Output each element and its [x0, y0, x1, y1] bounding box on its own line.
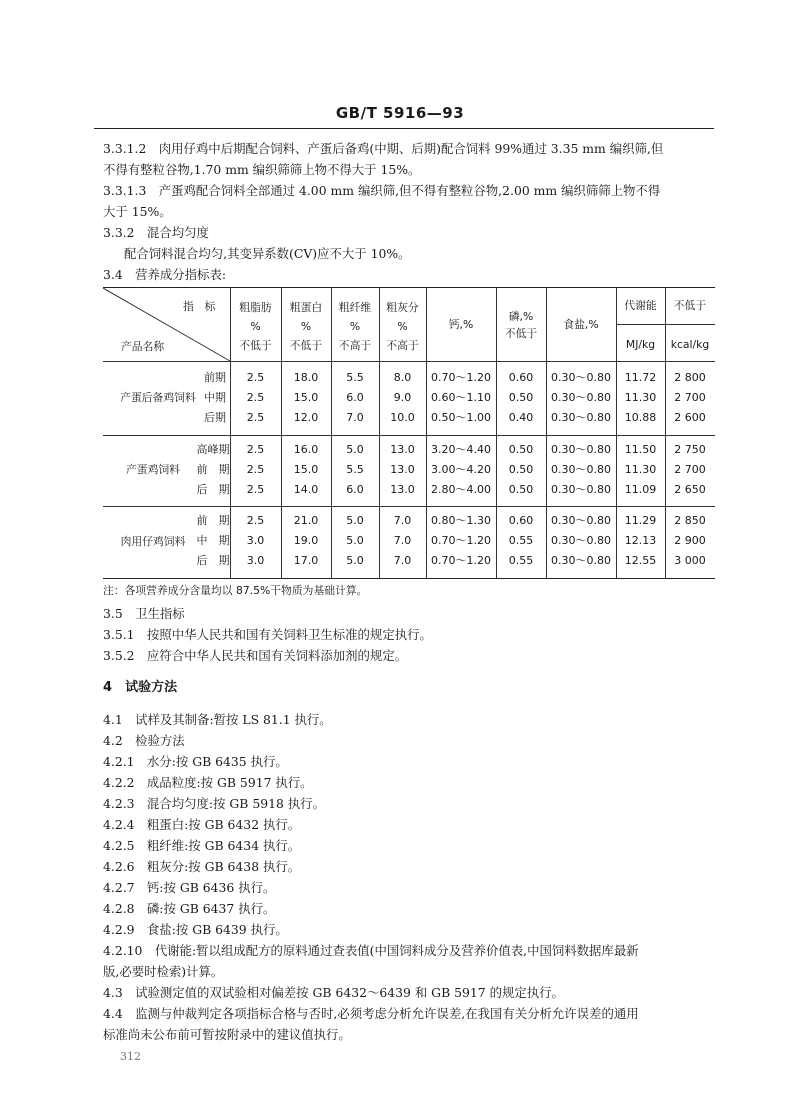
clause-text: 配合饲料混合均匀,其变异系数(CV)应不大于 10%。 — [124, 246, 411, 261]
col-header-kcal: kcal/kg — [670, 338, 710, 351]
para-3-3-1-3 — [103, 180, 715, 222]
para-3-4 — [103, 264, 715, 285]
list-item: 4.2.1 水分:按 GB 6435 执行。 — [103, 754, 288, 769]
para-3-3-1-2 — [103, 138, 715, 180]
list-item: 4.2.5 粗纤维:按 GB 6434 执行。 — [103, 838, 301, 853]
product-name-layer: 产蛋鸡饲料 — [126, 463, 180, 476]
page-number: 312 — [120, 1050, 141, 1063]
clause-text: 产蛋鸡配合饲料全部通过 4.00 mm 编织筛,但不得有整粒谷物,2.00 mm 编织筛筛上物不得 — [158, 183, 661, 198]
section-4-heading: 4 试验方法 — [103, 680, 178, 695]
list-item: 4.2.2 成品粒度:按 GB 5917 执行。 — [103, 775, 313, 790]
clause-number: 3.3.2 — [103, 225, 135, 240]
corner-top-label: 指 标 — [183, 300, 216, 313]
list-item: 4.2.3 混合均匀度:按 GB 5918 执行。 — [103, 796, 325, 811]
col-header-mj: MJ/kg — [625, 338, 656, 351]
para-cv-text — [124, 243, 736, 264]
list-item: 4.2 检验方法 — [103, 733, 185, 748]
list-item: 4.2.7 钙:按 GB 6436 执行。 — [103, 880, 276, 895]
clause-number: 3.3.1.3 — [103, 183, 147, 198]
product-name-pullet: 产蛋后备鸡饲料 — [120, 391, 196, 404]
list-item: 4.2.8 磷:按 GB 6437 执行。 — [103, 901, 276, 916]
list-item: 4.2.9 食盐:按 GB 6439 执行。 — [103, 922, 288, 937]
clause-text: 肉用仔鸡中后期配合饲料、产蛋后备鸡(中期、后期)配合饲料 99%通过 3.35 mm 编织筛,但 — [158, 141, 664, 156]
clause-text: 营养成分指标表: — [135, 267, 227, 282]
table-note: 注：各项营养成分含量均以 87.5%干物质为基础计算。 — [103, 584, 368, 597]
col-header-fiber: 粗纤维 % 不高于 — [338, 301, 372, 352]
list-item: 4.1 试样及其制备:暂按 LS 81.1 执行。 — [103, 712, 332, 727]
nutrition-table: 指 标 产品名称 粗脂肪 % 不低于 粗蛋白 % 不低于 粗纤维 % 不高于 粗灰分 % 不高于 钙,% 磷,% 不低于 食盐,% 代谢能 不低于 MJ/kg kcal/kg 产蛋后备鸡饲料 前期 2.5 18.0 5.5 8.0 0.70～1.20 0.60 0.30～0.80 11.72 2 800 中期 2.5 15.0 6.0 9.0 0.60～1.10 0.50 0.30～0.80 11.30 2 700 后期 2.5 12.0 7.0 10.0 0.50～1.00 0.40 0.30～0.80 10.88 2 600 产蛋鸡饲料 高峰期 2.5 16.0 5.0 13.0 3.20～4.40 0.50 0.30～0.80 11.50 2 750 前 期 2.5 15.0 5.5 13.0 3.00～4.20 0.50 0.30～0.80 11.30 2 700 后 期 2.5 14.0 6.0 13.0 2.80～4.00 0.50 0.30～0.80 11.09 2 650 肉用仔鸡饲料 前 期 2.5 21.0 5.0 7.0 0.80～1.30 0.60 0.30～0.80 11.29 2 850 中 期 3.0 19.0 5.0 7.0 0.70～1.20 0.55 0.30～0.80 12.13 2 900 后 期 3.0 17.0 5.0 7.0 0.70～1.20 0.55 0.30～0.80 12.55 3 000 — [103, 287, 715, 579]
corner-bottom-label: 产品名称 — [121, 340, 165, 353]
clause-text-cont: 大于 15%。 — [103, 204, 172, 219]
clause-text-cont: 不得有整粒谷物,1.70 mm 编织筛筛上物不得大于 15%。 — [103, 162, 421, 177]
col-header-ash: 粗灰分 % 不高于 — [386, 301, 419, 352]
col-header-energy-min: 不低于 — [673, 299, 707, 312]
col-header-energy: 代谢能 — [624, 299, 657, 312]
list-item: 4.2.6 粗灰分:按 GB 6438 执行。 — [103, 859, 301, 874]
para-3-5-1: 3.5.1 按照中华人民共和国有关饲料卫生标准的规定执行。 — [103, 627, 432, 642]
col-header-protein: 粗蛋白 % 不低于 — [289, 301, 323, 352]
para-3-3-2 — [103, 222, 715, 243]
col-header-calcium: 钙,% — [448, 318, 474, 331]
list-item: 4.2.4 粗蛋白:按 GB 6432 执行。 — [103, 817, 301, 832]
clause-text: 混合均匀度 — [146, 225, 209, 240]
product-name-broiler: 肉用仔鸡饲料 — [120, 535, 186, 548]
header-rule — [94, 128, 714, 129]
standard-code-header: GB/T 5916—93 — [335, 104, 465, 122]
para-3-5-2: 3.5.2 应符合中华人民共和国有关饲料添加剂的规定。 — [103, 648, 408, 663]
clause-number: 3.3.1.2 — [103, 141, 147, 156]
col-header-fat: 粗脂肪 % 不低于 — [239, 301, 272, 352]
para-4-4: 4.4 监测与仲裁判定各项指标合格与否时,必须考虑分析允许误差,在我国有关分析允许误差的通用 标准尚未公布前可暂按附录中的建议值执行。 — [103, 1006, 639, 1042]
para-4-3: 4.3 试验测定值的双试验相对偏差按 GB 6432～6439 和 GB 5917 的规定执行。 — [103, 985, 564, 1000]
col-header-salt: 食盐,% — [563, 318, 599, 331]
para-3-5: 3.5 卫生指标 — [103, 606, 185, 621]
col-header-phosphorus: 磷,% 不低于 — [504, 310, 538, 340]
para-4-2-10: 4.2.10 代谢能:暂以组成配方的原料通过查表值(中国饲料成分及营养价值表,中国饲料数据库最新 版,必要时检索)计算。 — [103, 943, 639, 979]
clause-number: 3.4 — [103, 267, 123, 282]
